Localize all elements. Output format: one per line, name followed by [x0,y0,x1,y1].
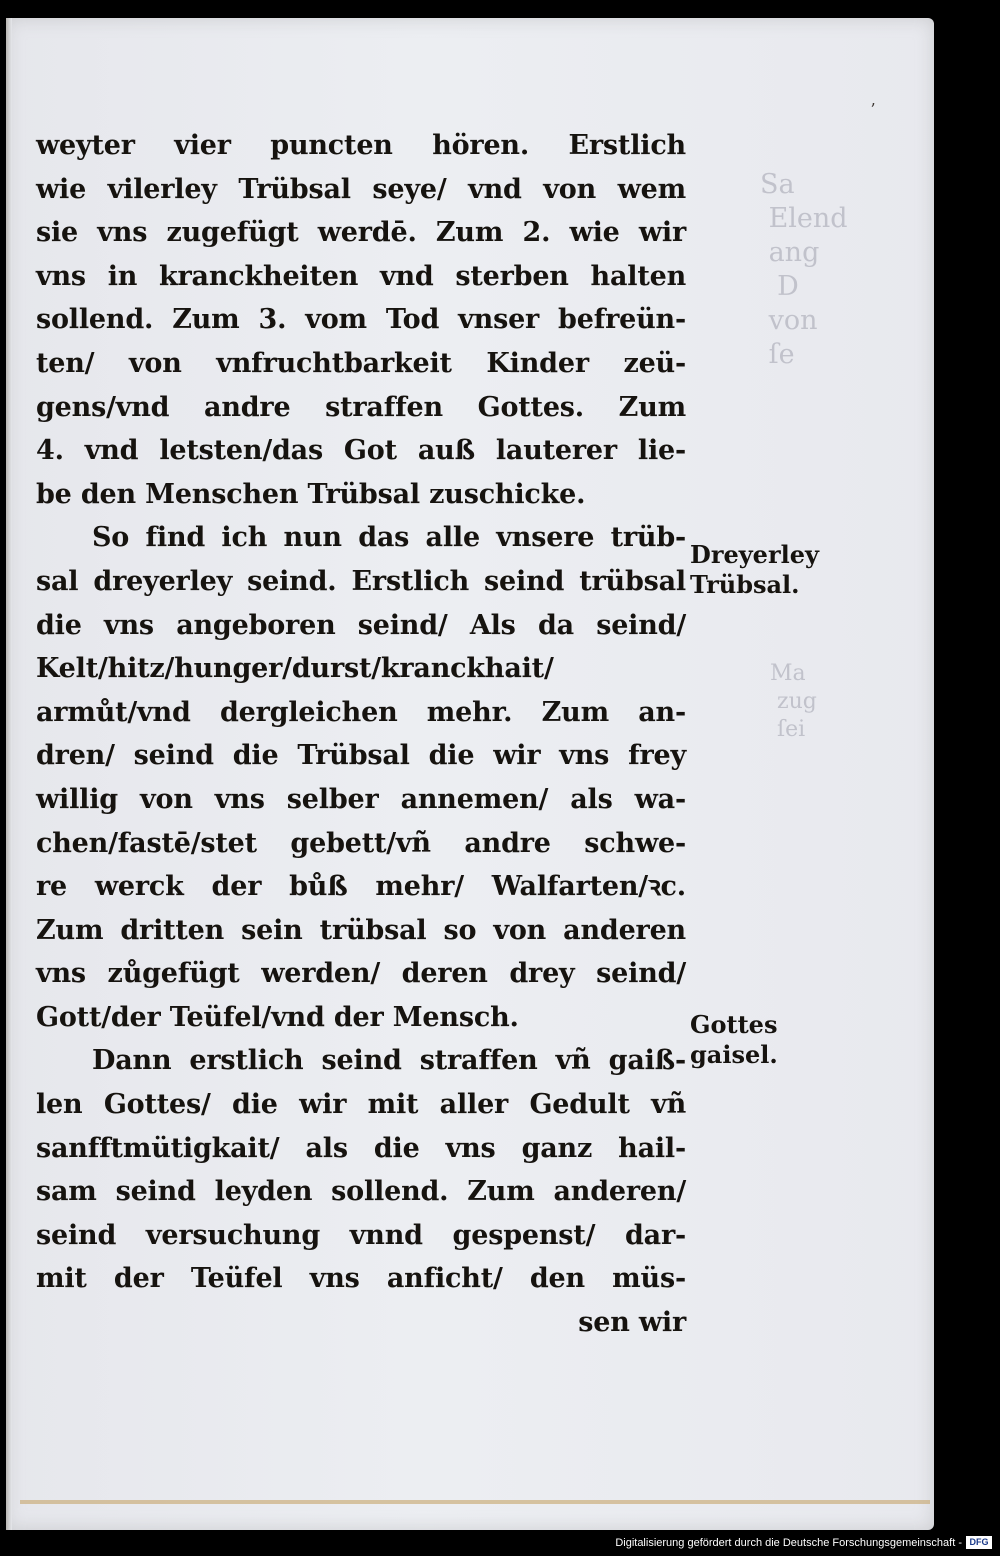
text-line: len Gottes/ die wir mit aller Gedult vñ [36,1089,686,1121]
text-line: Gott/der Teüfel/vnd der Mensch. [36,1001,519,1033]
text-line: Dann erstlich seind straffen vñ gaiß- [92,1045,686,1077]
funding-credit: Digitalisierung gefördert durch die Deutsche Forschungsgemeinschaft - [615,1537,962,1549]
text-line: die vns angeboren seind/ Als da seind/ [36,609,686,641]
margin-note-line: gaisel. [690,1040,778,1069]
text-line: vns in kranckheiten vnd sterben halten [36,260,686,292]
text-line: dren/ seind die Trübsal die wir vns frey [36,740,686,772]
page-speck: ʼ [870,100,876,119]
margin-note-line: Gottes [690,1010,778,1039]
text-line: wie vilerley Trübsal seye/ vnd von wem [36,173,686,205]
margin-note-gottes [690,1010,778,1070]
text-line: mit der Teüfel vns anficht/ den müs- [36,1263,686,1295]
text-line: sam seind leyden sollend. Zum anderen/ [36,1176,686,1208]
text-line: armůt/vnd dergleichen mehr. Zum an- [36,696,686,728]
bleed-through-text: Sa Elend ang D von ſe [760,169,848,370]
text-line: sie vns zugefügt werdē. Zum 2. wie wir [36,217,686,249]
text-line: ten/ von vnfruchtbarkeit Kinder zeü- [36,347,686,379]
page-bottom-edge [20,1500,930,1504]
text-line: 4. vnd letsten/das Got auß lauterer lie- [36,435,686,467]
text-line: re werck der bůß mehr/ Walfarten/ꝛc. [36,871,686,903]
margin-note-dreyerley [690,540,819,600]
main-text-block [36,124,686,1345]
text-line: Kelt/hitz/hunger/durst/kranckhait/ [36,653,554,685]
bleed-through-text: Ma zug ſei [770,661,817,742]
text-line: So find ich nun das alle vnsere trüb- [92,522,686,554]
text-line: sal dreyerley seind. Erstlich seind trübsal [36,565,686,597]
text-line: seind versuchung vnnd gespenst/ dar- [36,1219,686,1251]
margin-note-line: Trübsal. [690,570,800,599]
text-line: gens/vnd andre straffen Gottes. Zum [36,391,686,423]
margin-note-line: Dreyerley [690,540,819,569]
text-line: be den Menschen Trübsal zuschicke. [36,478,586,510]
text-line: Zum dritten sein trübsal so von anderen [36,914,686,946]
text-line: chen/fastē/stet gebett/vñ andre schwe- [36,827,686,859]
text-line: vns zůgefügt werden/ deren drey seind/ [36,958,686,990]
page-gutter-edge [6,18,12,1530]
dfg-logo: DFG [966,1536,992,1549]
text-line: weyter vier puncten hören. Erstlich [36,130,686,161]
text-line: willig von vns selber annemen/ als wa- [36,783,686,815]
catchword: sen wir [578,1307,686,1339]
text-line: sollend. Zum 3. vom Tod vnser befreün- [36,304,686,336]
text-line: sanfftmütigkait/ als die vns ganz hail- [36,1132,686,1164]
